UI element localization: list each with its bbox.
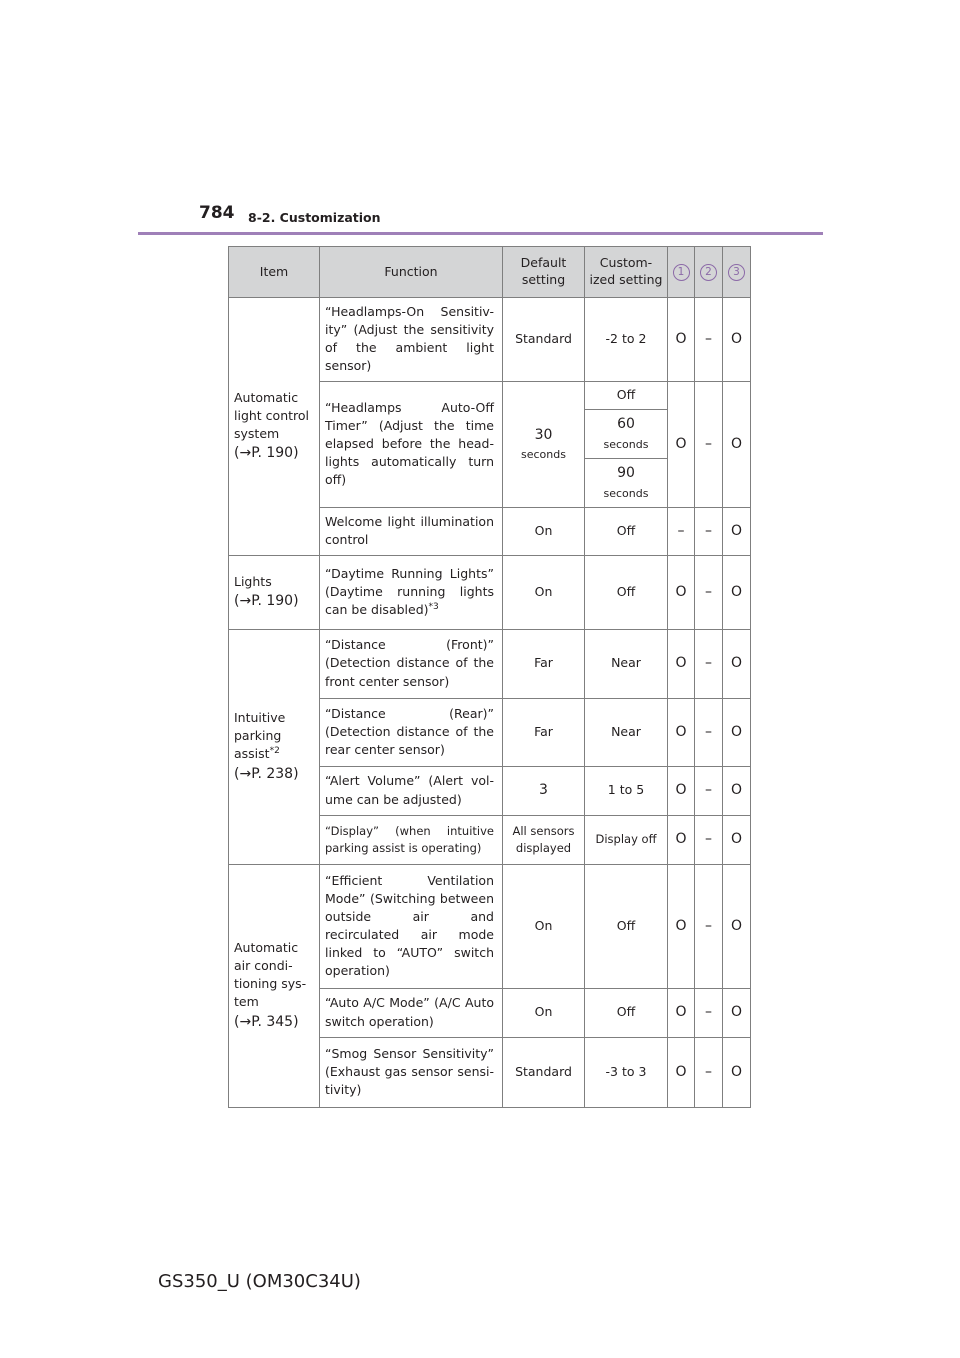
mark-cell: O [668, 298, 695, 382]
mark-cell: O [723, 766, 751, 815]
custom-cell [585, 409, 668, 458]
mark-cell: O [723, 864, 751, 988]
item-ref: (→P. 190) [234, 592, 299, 609]
item-label: Automatic air condi- tioning sys- tem [234, 940, 307, 1010]
function-cell: “Auto A/C Mode” (A/C Auto switch operation) [320, 988, 503, 1037]
function-cell: Welcome light illumination control [320, 507, 503, 555]
function-text: “Daytime Running Lights” (Daytime running lights can be disabled) [325, 565, 494, 618]
function-cell: “Distance (Front)” (Detection distance of the front center sensor) [320, 629, 503, 698]
mark-cell: O [668, 381, 695, 507]
default-cell: Far [503, 698, 585, 766]
mark-cell: O [668, 766, 695, 815]
function-cell: “Efficient Ventilation Mode” (Switching between outside air and recirculated air mode linked to “AUTO” switch operation) [320, 864, 503, 988]
item-label: Automatic light control system [234, 389, 310, 442]
header-col1 [668, 247, 695, 298]
mark-cell: – [668, 507, 695, 555]
item-air-conditioning [229, 864, 320, 1107]
table-header-row [229, 247, 751, 298]
function-cell: “Headlamps-On Sensitiv- ity” (Adjust the sensitivity of the ambient light sensor) [320, 298, 503, 382]
custom-unit: seconds [603, 437, 649, 451]
header-col3 [723, 247, 751, 298]
mark-cell: O [668, 629, 695, 698]
header-rule [138, 232, 823, 235]
custom-unit: seconds [603, 486, 649, 500]
page-number: 784 [199, 203, 235, 223]
custom-cell: -2 to 2 [585, 298, 668, 382]
mark-cell: – [695, 629, 723, 698]
mark-cell: – [695, 815, 723, 864]
number-1-icon: 1 [673, 264, 690, 281]
function-cell [320, 555, 503, 629]
footnote-mark: *2 [269, 746, 280, 757]
default-cell: Far [503, 629, 585, 698]
default-cell: On [503, 507, 585, 555]
item-ref: (→P. 345) [234, 1013, 299, 1030]
custom-value: 90 [617, 465, 635, 482]
mark-cell: O [668, 988, 695, 1037]
custom-cell: Off [585, 864, 668, 988]
function-cell: “Distance (Rear)” (Detection distance of the rear center sensor) [320, 698, 503, 766]
mark-cell: – [695, 864, 723, 988]
section-title: 8-2. Customization [248, 210, 381, 225]
mark-cell: O [723, 629, 751, 698]
custom-cell: Off [585, 507, 668, 555]
mark-cell: O [723, 698, 751, 766]
mark-cell: O [723, 507, 751, 555]
header-default: Default setting [503, 247, 585, 298]
mark-cell: O [723, 381, 751, 507]
footer-model: GS350_U (OM30C34U) [158, 1271, 361, 1292]
table-row [229, 298, 751, 382]
mark-cell: O [668, 698, 695, 766]
item-ref: (→P. 238) [234, 765, 299, 782]
custom-cell: Off [585, 381, 668, 409]
custom-value: 60 [617, 416, 635, 433]
function-cell: “Smog Sensor Sensitivity” (Exhaust gas sensor sensi- tivity) [320, 1037, 503, 1107]
item-label: Lights [234, 573, 272, 589]
customization-table [228, 246, 751, 1108]
custom-cell: Off [585, 555, 668, 629]
custom-cell: Display off [585, 815, 668, 864]
item-label: Intuitive parking assist [234, 710, 286, 762]
function-cell: “Headlamps Auto-Off Timer” (Adjust the time elapsed before the head- lights automatically turn off) [320, 381, 503, 507]
default-cell: On [503, 555, 585, 629]
mark-cell: O [668, 815, 695, 864]
custom-cell [585, 458, 668, 507]
custom-cell: Near [585, 629, 668, 698]
mark-cell: – [695, 766, 723, 815]
custom-cell: -3 to 3 [585, 1037, 668, 1107]
header-function: Function [320, 247, 503, 298]
default-cell: Standard [503, 298, 585, 382]
header-item: Item [229, 247, 320, 298]
table-row [229, 864, 751, 988]
mark-cell: – [695, 988, 723, 1037]
default-value: 30 [534, 426, 553, 443]
number-2-icon: 2 [700, 264, 717, 281]
default-unit: seconds [521, 448, 566, 462]
mark-cell: – [695, 698, 723, 766]
mark-cell: O [723, 1037, 751, 1107]
mark-cell: – [695, 298, 723, 382]
table-row [229, 629, 751, 698]
mark-cell: O [668, 555, 695, 629]
mark-cell: O [668, 1037, 695, 1107]
custom-cell: Off [585, 988, 668, 1037]
mark-cell: O [723, 988, 751, 1037]
mark-cell: O [723, 815, 751, 864]
mark-cell: O [723, 298, 751, 382]
mark-cell: – [695, 507, 723, 555]
footnote-mark: *3 [428, 601, 439, 612]
default-cell: 3 [503, 766, 585, 815]
function-cell: “Alert Volume” (Alert vol- ume can be adjusted) [320, 766, 503, 815]
header-custom: Custom- ized setting [585, 247, 668, 298]
mark-cell: O [723, 555, 751, 629]
item-auto-light [229, 298, 320, 556]
default-cell [503, 381, 585, 507]
mark-cell: – [695, 555, 723, 629]
item-ref: (→P. 190) [234, 445, 299, 462]
mark-cell: – [695, 1037, 723, 1107]
default-cell: On [503, 864, 585, 988]
default-cell: On [503, 988, 585, 1037]
table-row [229, 555, 751, 629]
number-3-icon: 3 [728, 264, 745, 281]
mark-cell: – [695, 381, 723, 507]
custom-cell: 1 to 5 [585, 766, 668, 815]
item-parking-assist [229, 629, 320, 864]
custom-cell: Near [585, 698, 668, 766]
item-lights [229, 555, 320, 629]
default-cell: All sensors displayed [503, 815, 585, 864]
function-cell: “Display” (when intuitive parking assist is operating) [320, 815, 503, 864]
default-cell: Standard [503, 1037, 585, 1107]
mark-cell: O [668, 864, 695, 988]
header-col2 [695, 247, 723, 298]
